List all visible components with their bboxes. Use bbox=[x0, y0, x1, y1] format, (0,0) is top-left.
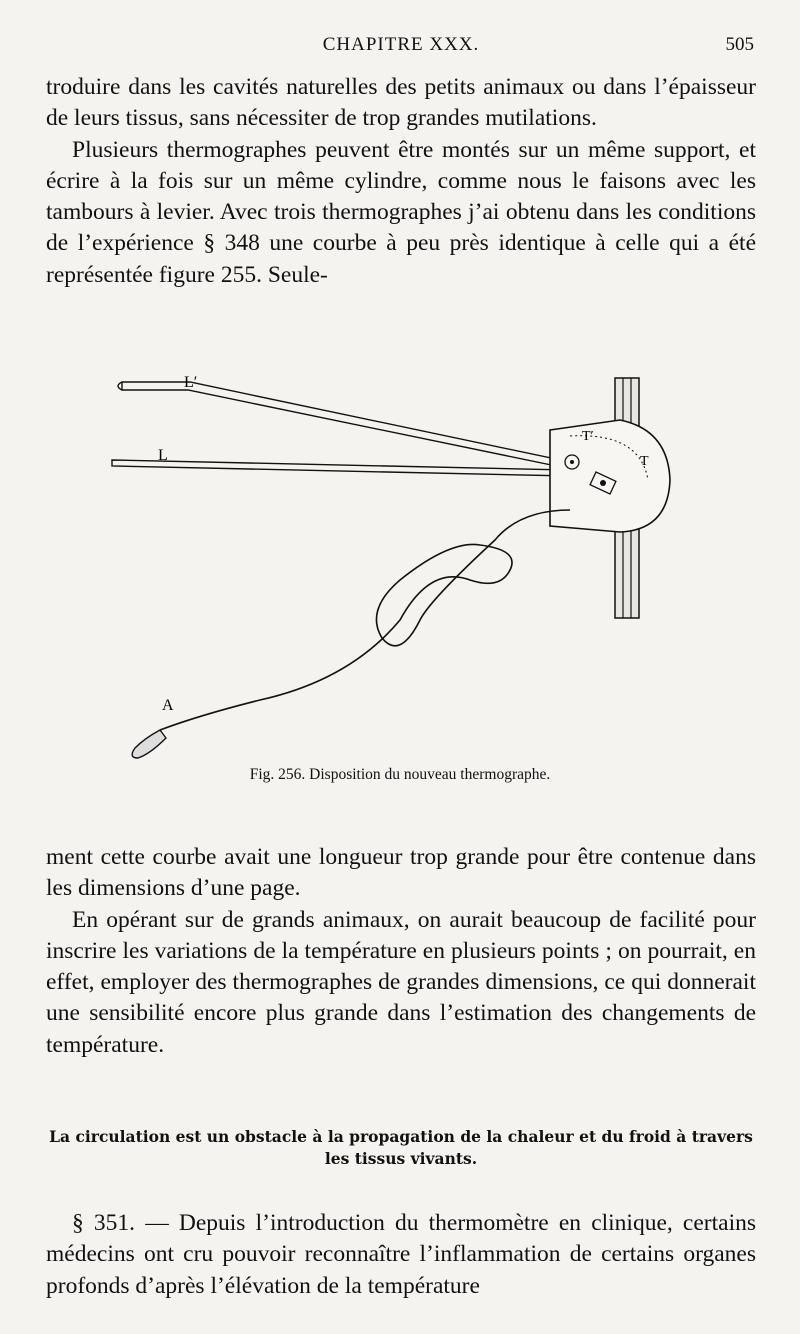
paragraph-curve-length: ment cette courbe avait une longueur trop grande pour être contenue dans les dimensions d’une page. bbox=[46, 844, 756, 902]
running-header bbox=[48, 34, 754, 62]
text-block-top bbox=[46, 72, 756, 291]
label-l-prime: L′ bbox=[184, 374, 198, 391]
label-a: A bbox=[162, 697, 174, 714]
lever-upper bbox=[122, 382, 570, 468]
label-l: L bbox=[158, 447, 168, 464]
drum-casing bbox=[550, 420, 670, 532]
chapter-title: CHAPITRE XXX. bbox=[322, 34, 480, 55]
tube-coil bbox=[160, 510, 570, 730]
page-number: 505 bbox=[725, 34, 754, 55]
bulb bbox=[132, 730, 166, 758]
paragraph-thermographs: Plusieurs thermographes peuvent être montés sur un même support, et écrire à la fois sur un même cylindre, comme nous le faisons avec les tambours à levier. Avec trois thermographes j’ai obtenu dans les conditions de l’expérience § 348 une courbe à peu près identique à celle qui a été représentée figure 255. Seule- bbox=[46, 136, 756, 288]
thermograph-illustration bbox=[100, 370, 700, 770]
lever-lower bbox=[112, 460, 570, 476]
paragraph-large-animals: En opérant sur de grands animaux, on aurait beaucoup de facilité pour inscrire les variations de la température en plusieurs points ; on pourrait, en effet, employer des thermographes de grandes dimensions, ce qui donnerait une sensibilité encore plus grande dans l’estimation des changements de température. bbox=[46, 906, 756, 1058]
label-t: T bbox=[640, 454, 649, 469]
figure-caption: Fig. 256. Disposition du nouveau thermographe. bbox=[249, 766, 551, 783]
section-heading: La circulation est un obstacle à la propagation de la chaleur et du froid à travers les tissus vivants. bbox=[49, 1127, 753, 1168]
paragraph-continued: troduire dans les cavités naturelles des petits animaux ou dans l’épaisseur de leurs tissus, sans nécessiter de trop grandes mutilations. bbox=[46, 74, 756, 132]
text-block-bottom bbox=[46, 842, 756, 1061]
paragraph-351: § 351. — Depuis l’introduction du thermomètre en clinique, certains médecins ont cru pouvoir reconnaître l’inflammation de certains organes profonds d’après l’élévation de la température bbox=[46, 1210, 756, 1299]
label-t-prime: T′ bbox=[582, 429, 594, 444]
text-block-final bbox=[46, 1208, 756, 1302]
thermograph-figure bbox=[100, 370, 700, 770]
